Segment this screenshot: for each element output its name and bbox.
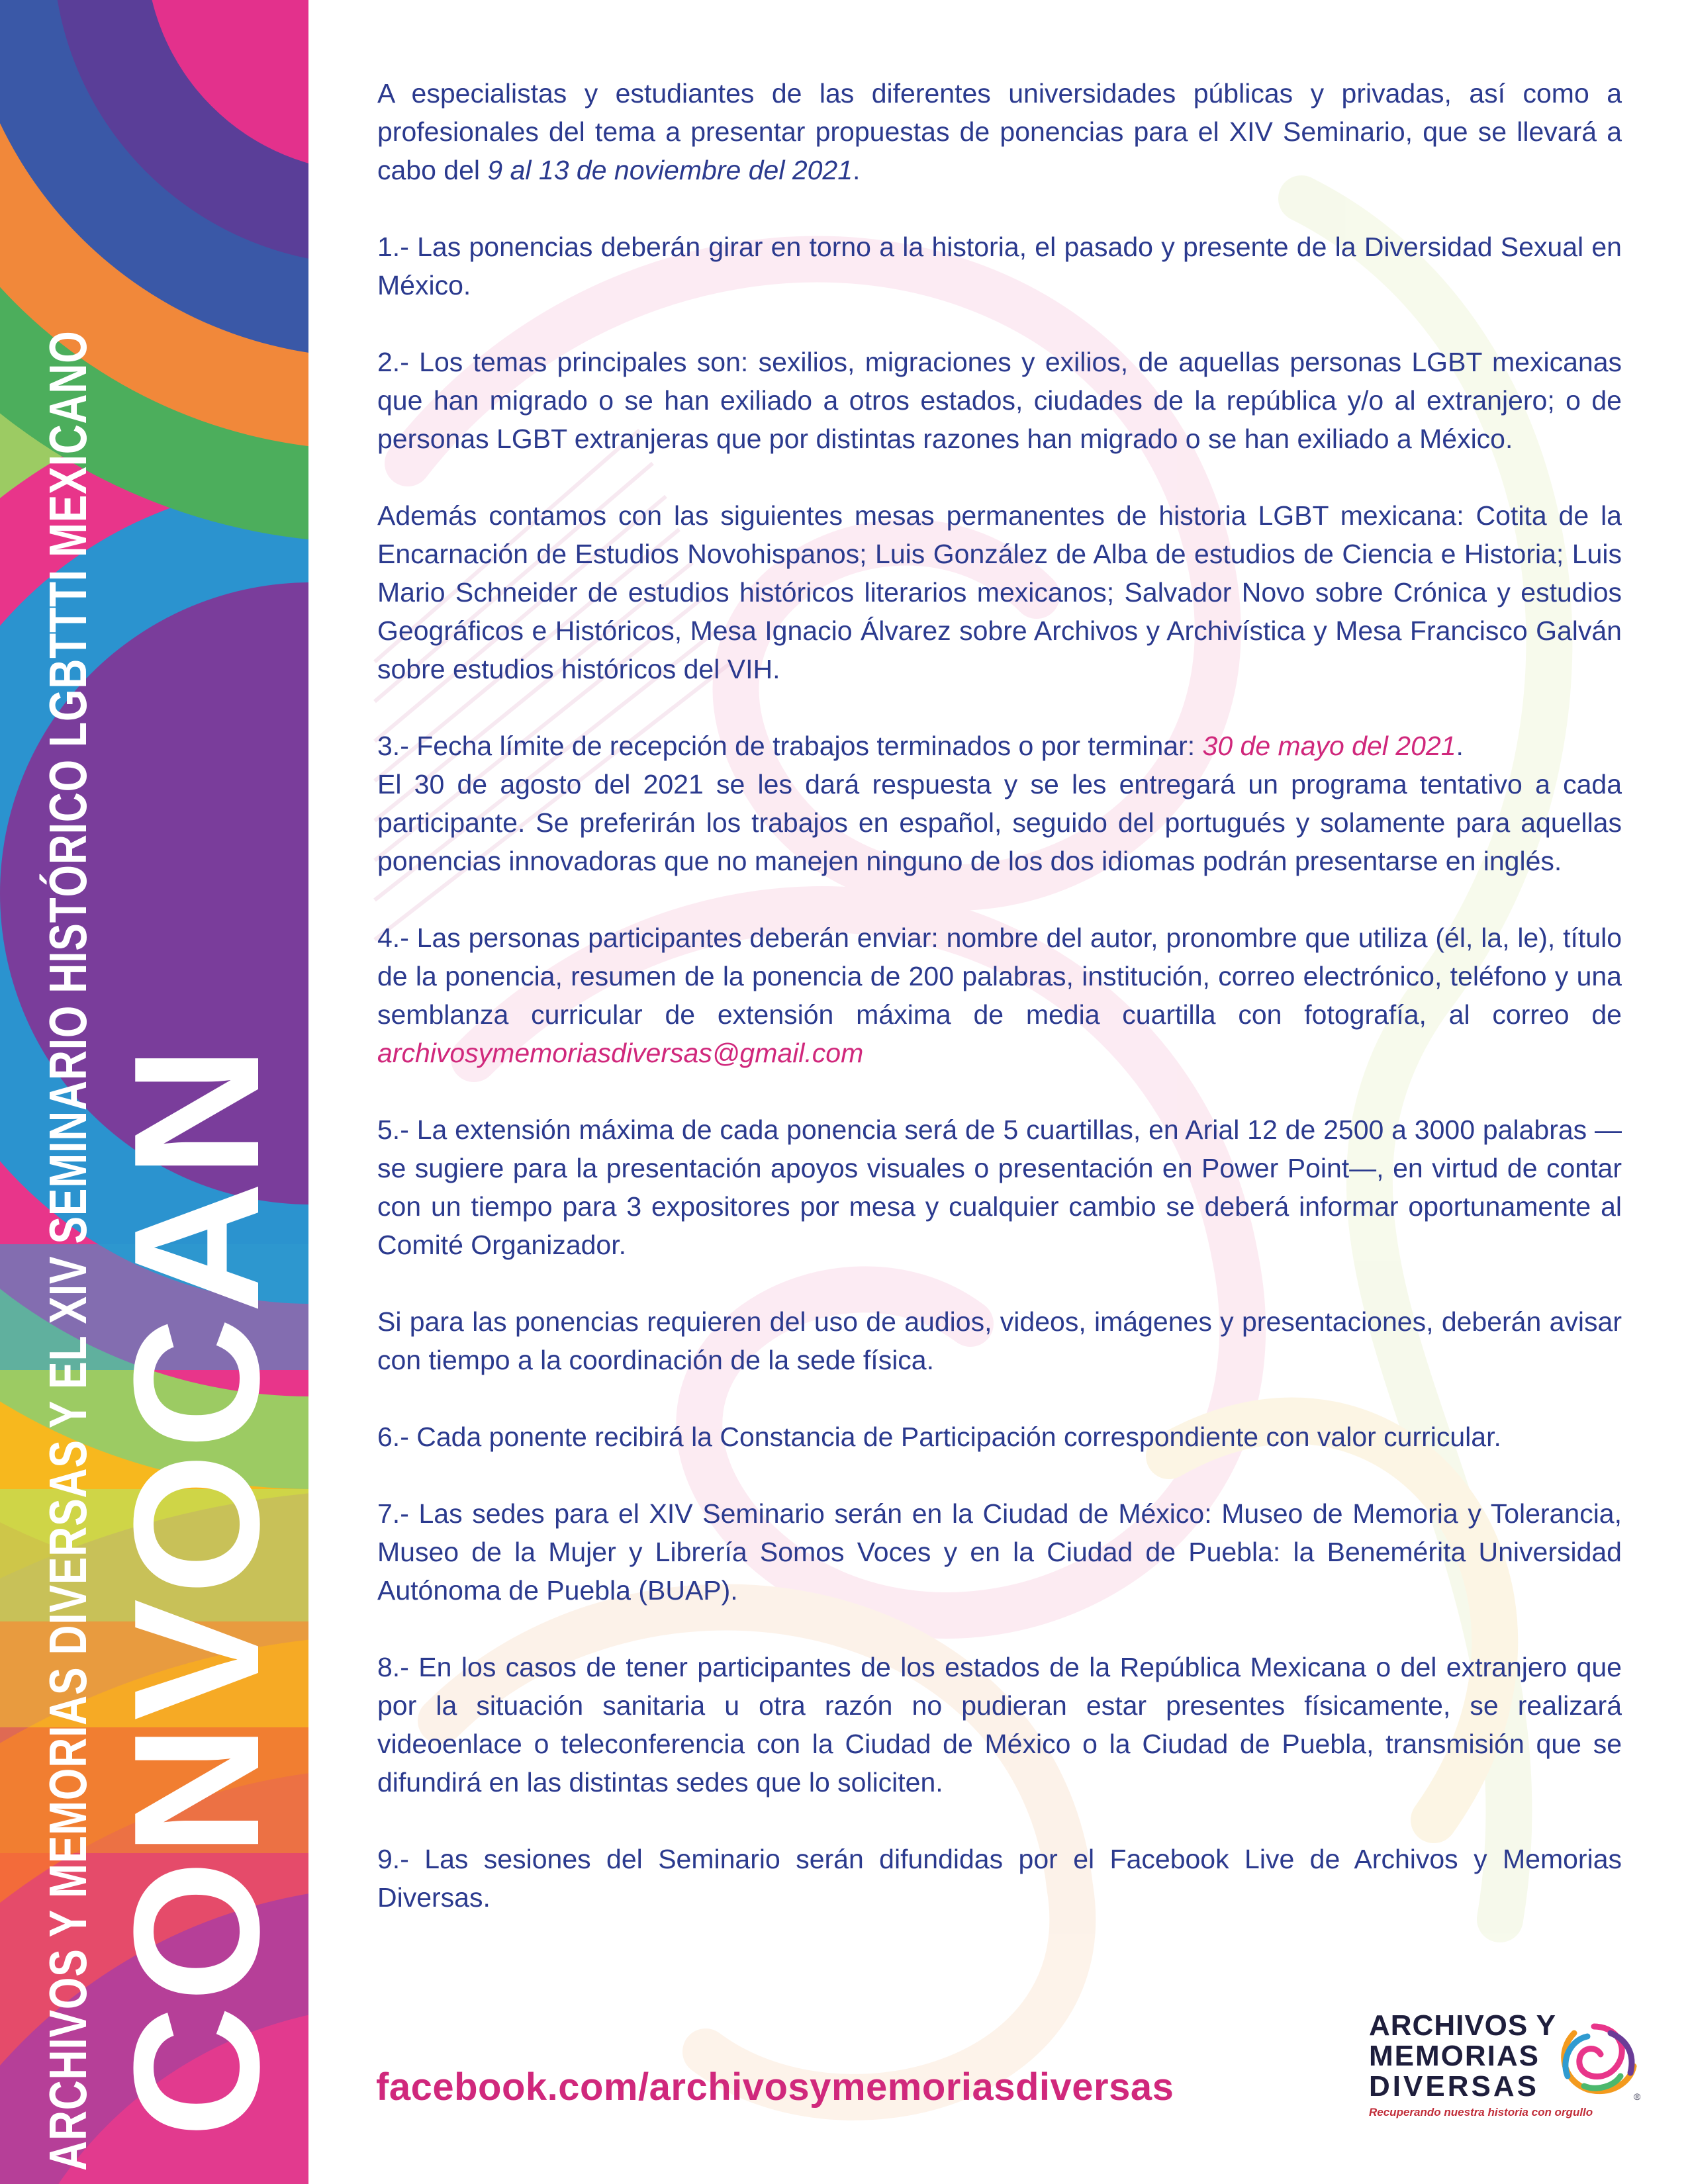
item-1: 1.- Las ponencias deberán girar en torno a la historia, el pasado y presente de la Diversidad Sexual en México. <box>377 232 1622 300</box>
call-for-papers-text <box>377 74 1622 1917</box>
event-dates: 9 al 13 de noviembre del 2021 <box>487 155 853 185</box>
item-5: 5.- La extensión máxima de cada ponencia será de 5 cuartillas, en Arial 12 de 2500 a 3000 palabras —se sugiere para la presentación apoyos visuales o presentación en Power Point—, en virtud de contar con un tiempo para 3 expositores por mesa y cualquier cambio se deberá informar oportunamente al Comité Organizador. <box>377 1115 1622 1260</box>
logo-line-1: ARCHIVOS Y <box>1369 2009 1557 2042</box>
logo-line-3: DIVERSAS <box>1369 2070 1539 2103</box>
item-7: 7.- Las sedes para el XIV Seminario serán en la Ciudad de México: Museo de Memoria y Tolerancia, Museo de la Mujer y Librería Somos Voces y en la Ciudad de Puebla: la Benemérita Universidad Autónoma de Puebla (BUAP). <box>377 1498 1622 1606</box>
permanent-tables: Además contamos con las siguientes mesas permanentes de historia LGBT mexicana: Cotita de la Encarnación de Estudios Novohispanos; Luis González de Alba de estudios de Ciencia e Historia; Luis Mario Schneider de estudios históricos literarios mexicanos; Salvador Novo sobre Crónica y estudios Geográficos e Históricos, Mesa Ignacio Álvarez sobre Archivos y Archivística y Mesa Francisco Galván sobre estudios históricos del VIH. <box>377 500 1622 684</box>
swirl-logo-icon <box>1548 2013 1640 2099</box>
facebook-link[interactable]: facebook.com/archivosymemoriasdiversas <box>376 2066 1174 2109</box>
submission-deadline: 30 de mayo del 2021 <box>1202 731 1456 761</box>
item-3-detail: El 30 de agosto del 2021 se les dará respuesta y se les entregará un programa tentativo a cada participante. Se preferirán los trabajos en español, seguido del portugués y solamente para aquellas ponencias innovadoras que no manejen ninguno de los dos idiomas podrán presentarse en inglés. <box>377 769 1622 876</box>
registered-mark: ® <box>1634 2091 1641 2102</box>
item-9: 9.- Las sesiones del Seminario serán difundidas por el Facebook Live de Archivos y Memorias Diversas. <box>377 1844 1622 1913</box>
banner-headline: CONVOCAN <box>97 1042 297 2138</box>
contact-email-link[interactable]: archivosymemoriasdiversas@gmail.com <box>377 1038 864 1068</box>
item-4: 4.- Las personas participantes deberán enviar: nombre del autor, pronombre que utiliza (él, la, le), título de la ponencia, resumen de la ponencia de 200 palabras, institución, correo electrónico, teléfono y una semblanza curricular de extensión máxima de media cuartilla con fotografía, al correo de archivosymemoriasdiversas@gmail.com <box>377 923 1622 1068</box>
item-3: 3.- Fecha límite de recepción de trabajos terminados o por terminar: 30 de mayo del 2021. El 30 de agosto del 2021 se les dará respuesta y se les entregará un programa tentativo a cada participante. Se preferirán los trabajos en español, seguido del portugués y solamente para aquellas ponencias innovadoras que no manejen ninguno de los dos idiomas podrán presentarse en inglés. <box>377 731 1622 876</box>
banner-subtitle: ARCHIVOS Y MEMORIAS DIVERSAS Y EL XIV SEMINARIO HISTÓRICO LGBTTTI MEXICANO <box>38 330 97 2171</box>
item-2: 2.- Los temas principales son: sexilios, migraciones y exilios, de aquellas personas LGBT mexicanas que han migrado o se han exiliado a otros estados, ciudades de la república y/o al extranjero; o de personas LGBT extranjeras que por distintas razones han migrado o se han exiliado a México. <box>377 347 1622 454</box>
item-8: 8.- En los casos de tener participantes de los estados de la República Mexicana o del extranjero que por la situación sanitaria u otra razón no pudieran estar presentes físicamente, se realizará videoenlace o teleconferencia con la Ciudad de México o la Ciudad de Puebla, transmisión que se difundirá en las distintas sedes que lo soliciten. <box>377 1652 1622 1797</box>
intro-paragraph: A especialistas y estudiantes de las diferentes universidades públicas y privadas, así como a profesionales del tema a presentar propuestas de ponencias para el XIV Seminario, que se llevará a cabo del 9 al 13 de noviembre del 2021. <box>377 78 1622 185</box>
logo-line-2: MEMORIAS <box>1369 2040 1540 2072</box>
logo-tagline: Recuperando nuestra historia con orgullo <box>1369 2106 1593 2118</box>
media-note: Si para las ponencias requieren del uso de audios, videos, imágenes y presentaciones, deberán avisar con tiempo a la coordinación de la sede física. <box>377 1306 1622 1375</box>
organization-logo <box>1369 2009 1647 2125</box>
rainbow-banner <box>0 0 308 2184</box>
item-6: 6.- Cada ponente recibirá la Constancia de Participación correspondiente con valor curricular. <box>377 1422 1501 1452</box>
